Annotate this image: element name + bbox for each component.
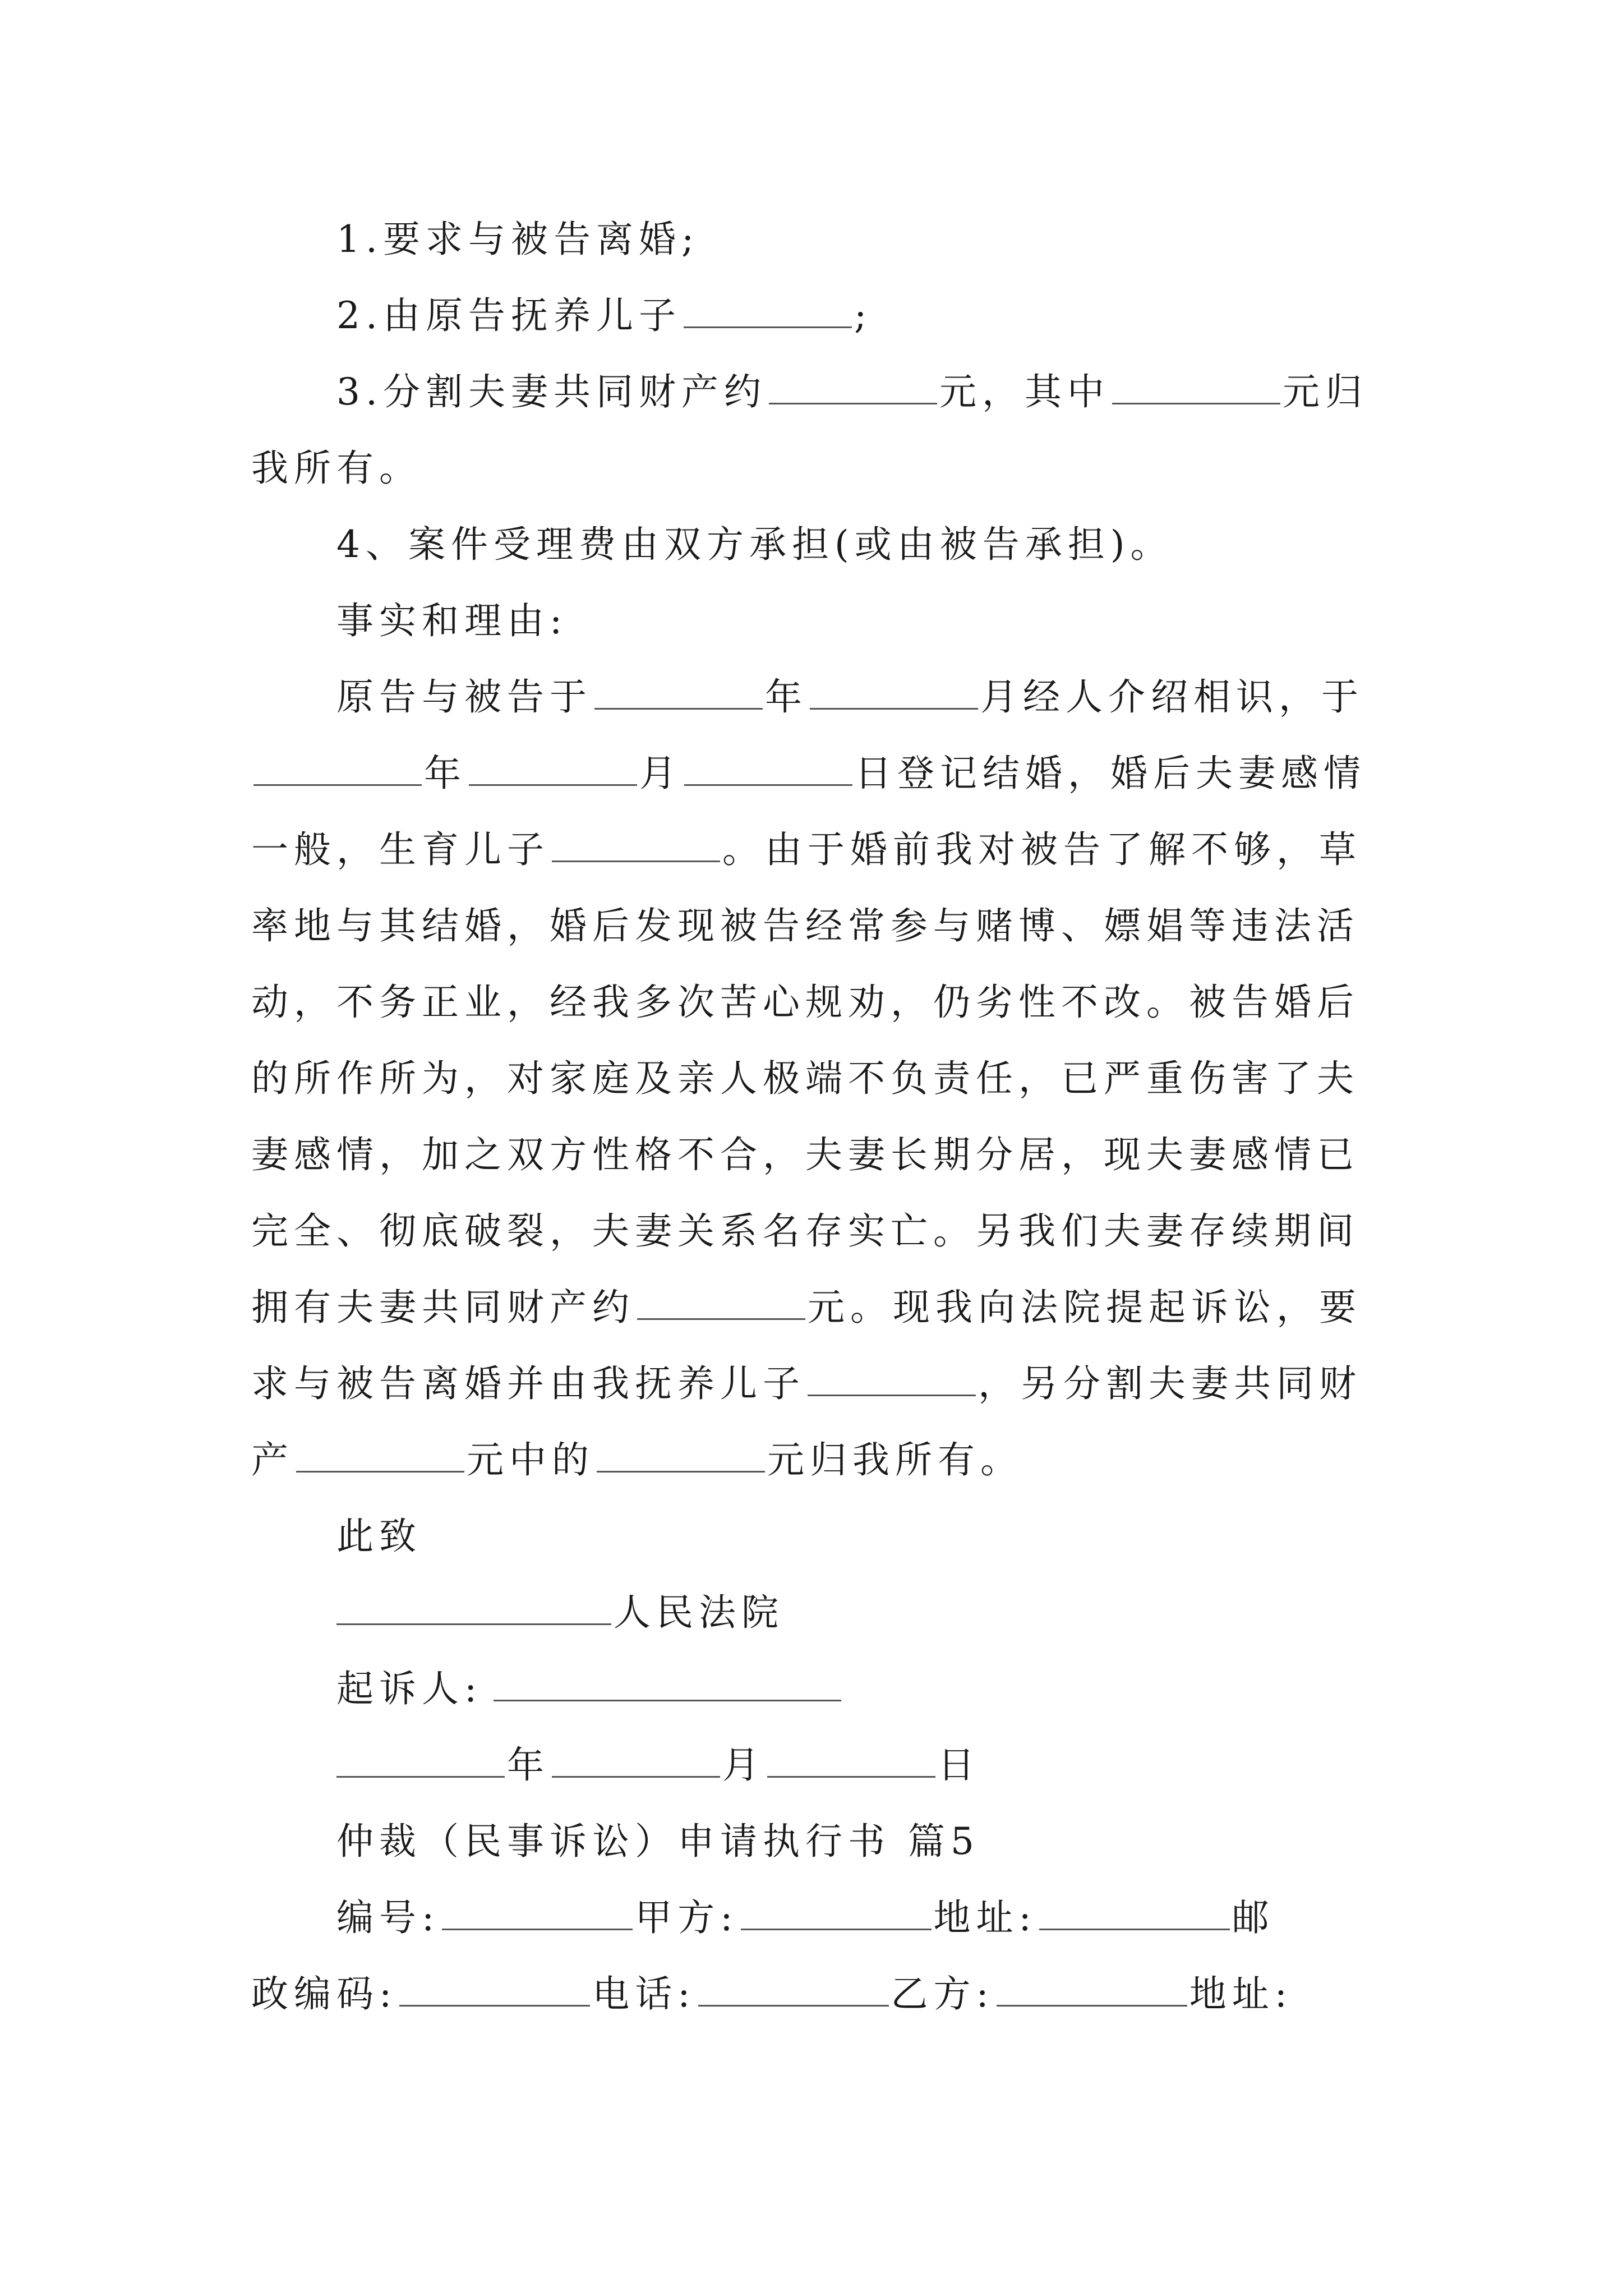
plaintiff-line [0, 1664, 1623, 1714]
form-line-1 [0, 1893, 1623, 1943]
address-label-2: 地址: [1189, 1972, 1293, 2016]
facts-line-3 [0, 825, 1623, 875]
claim-item-3 [0, 367, 1623, 417]
blank-field [552, 828, 720, 862]
court-text: 人民法院 [614, 1591, 784, 1634]
claim-item-1-text: 1.要求与被告离婚; [336, 218, 700, 261]
facts-line-9 [0, 1282, 1623, 1333]
salutation [0, 1511, 1623, 1562]
facts-line-11 [0, 1435, 1623, 1485]
form-line-2 [0, 1969, 1623, 2019]
facts-text: 求与被告离婚并由我抚养儿子 [251, 1362, 805, 1405]
blank-field [552, 1743, 720, 1778]
facts-text: ，另分割夫妻共同财 [978, 1362, 1362, 1405]
blank-field [808, 1362, 976, 1396]
facts-text: 完全、彻底破裂，夫妻关系名存实亡。另我们夫妻存续期间 [251, 1209, 1359, 1253]
date-day-label: 日 [938, 1743, 980, 1787]
phone-field [698, 1972, 889, 2007]
facts-line-10 [0, 1359, 1623, 1409]
facts-text: 产 [251, 1438, 294, 1481]
facts-line-7 [0, 1130, 1623, 1180]
facts-text: 元归我所有。 [767, 1438, 1023, 1481]
date-line [0, 1740, 1623, 1791]
facts-text: 年 [765, 675, 808, 719]
section-title-text: 仲裁（民事诉讼）申请执行书 篇5 [336, 1820, 980, 1863]
court-line [0, 1588, 1623, 1638]
facts-text: 。由于婚前我对被告了解不够，草 [722, 828, 1362, 871]
party-a-label: 甲方: [635, 1896, 739, 1939]
blank-field [1112, 370, 1280, 404]
address-label: 地址: [933, 1896, 1037, 1939]
facts-text: 日登记结婚，婚后夫妻感情 [855, 752, 1366, 795]
address-field [1039, 1896, 1230, 1930]
blank-field [769, 370, 937, 404]
facts-text: 的所作所为，对家庭及亲人极端不负责任，已严重伤害了夫 [251, 1057, 1359, 1100]
facts-line-6 [0, 1053, 1623, 1104]
postal-field [399, 1972, 590, 2007]
facts-text: 动，不务正业，经我多次苦心规劝，仍劣性不改。被告婚后 [251, 981, 1359, 1024]
facts-line-4 [0, 901, 1623, 951]
blank-field [253, 752, 422, 786]
claim-item-3-text: 3.分割夫妻共同财产约 [336, 370, 767, 413]
claim-item-2-end: ; [854, 294, 873, 337]
facts-line-1 [0, 672, 1623, 723]
postal-label-end: 政编码: [251, 1972, 398, 2016]
blank-field [684, 752, 852, 786]
facts-text: 一般，生育儿子 [251, 828, 550, 871]
claim-item-4 [0, 519, 1623, 570]
phone-label: 电话: [592, 1972, 696, 2016]
date-month-label: 月 [722, 1743, 765, 1787]
facts-line-8 [0, 1206, 1623, 1257]
blank-field [296, 1438, 464, 1473]
facts-text: 原告与被告于 [336, 675, 592, 719]
claim-item-1 [0, 214, 1623, 265]
claim-item-2 [0, 291, 1623, 341]
claim-item-2-text: 2.由原告抚养儿子 [336, 294, 681, 337]
facts-heading-text: 事实和理由: [336, 599, 568, 642]
party-a-field [741, 1896, 932, 1930]
party-b-label: 乙方: [891, 1972, 994, 2016]
salutation-text: 此致 [336, 1515, 422, 1558]
blank-field [637, 1286, 805, 1320]
blank-field [336, 1591, 611, 1625]
facts-text: 拥有夫妻共同财产约 [251, 1286, 635, 1329]
number-field [442, 1896, 633, 1930]
facts-text: 元中的 [467, 1438, 594, 1481]
facts-text: 年 [424, 752, 467, 795]
facts-text: 率地与其结婚，婚后发现被告经常参与赌博、嫖娼等违法活 [251, 904, 1359, 947]
facts-text: 妻感情，加之双方性格不合，夫妻长期分居，现夫妻感情已 [251, 1133, 1359, 1176]
claim-item-4-text: 4、案件受理费由双方承担(或由被告承担)。 [336, 523, 1173, 566]
blank-field [594, 675, 763, 710]
facts-text: 元。现我向法院提起诉讼，要 [808, 1286, 1362, 1329]
blank-field [336, 1743, 505, 1778]
facts-heading [0, 596, 1623, 646]
blank-field [767, 1743, 935, 1778]
plaintiff-label: 起诉人: [336, 1667, 483, 1710]
blank-field [597, 1438, 765, 1473]
party-b-field [997, 1972, 1187, 2007]
postal-label-start: 邮 [1232, 1896, 1275, 1939]
facts-line-5 [0, 977, 1623, 1028]
claim-item-3-mid: 元，其中 [939, 370, 1110, 413]
blank-field [494, 1667, 841, 1701]
blank-field [469, 752, 637, 786]
claim-item-3-cont-text: 我所有。 [251, 447, 422, 490]
blank-field [810, 675, 978, 710]
section-title [0, 1816, 1623, 1867]
number-label: 编号: [336, 1896, 440, 1939]
facts-text: 月经人介绍相识，于 [980, 675, 1364, 719]
blank-field [684, 294, 852, 328]
facts-text: 月 [639, 752, 682, 795]
date-year-label: 年 [507, 1743, 550, 1787]
facts-line-2 [0, 748, 1623, 799]
claim-item-3-cont [0, 443, 1623, 494]
claim-item-3-end: 元归 [1282, 370, 1368, 413]
